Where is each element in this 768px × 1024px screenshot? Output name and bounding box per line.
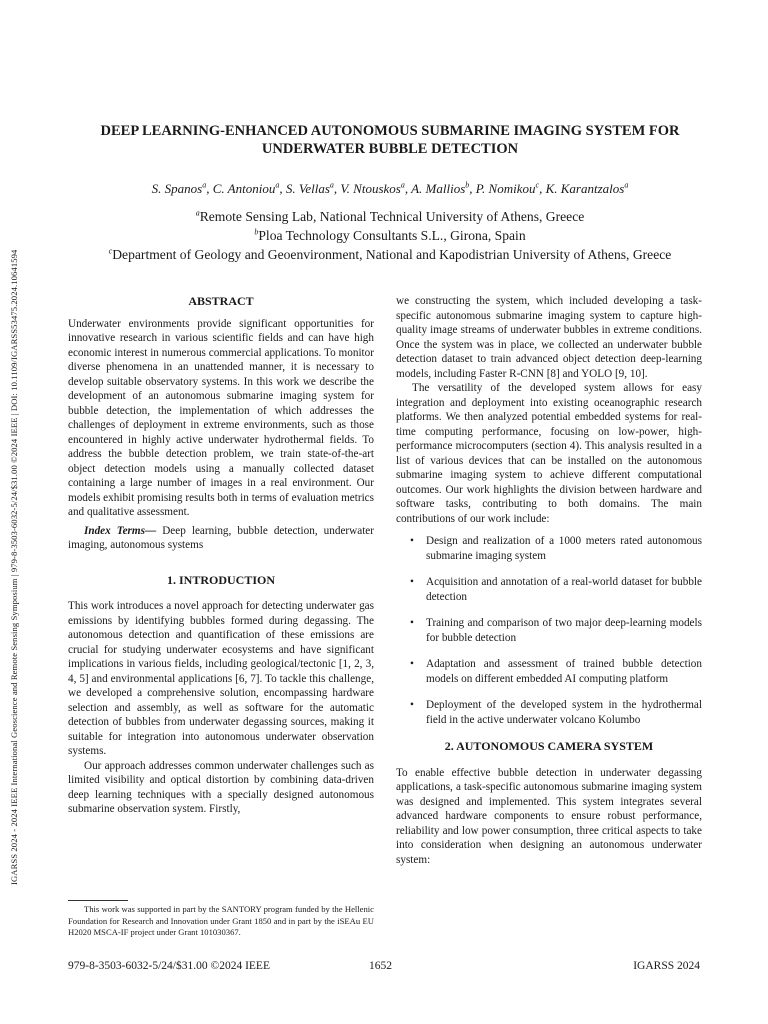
author: V. Ntouskos$^a$ <box>340 180 405 196</box>
author: C. Antoniou$^a$ <box>212 180 280 196</box>
page-number: 1652 <box>369 960 392 972</box>
footer-conference: IGARSS 2024 <box>633 960 700 972</box>
list-item: • Design and realization of a 1000 meters rated autonomous submarine imaging system <box>410 534 702 563</box>
section-2-heading: 2. AUTONOMOUS CAMERA SYSTEM <box>444 739 654 753</box>
index-terms: Index Terms— Deep learning, bubble detection, underwater imaging, autonomous systems <box>68 524 374 551</box>
right-column <box>396 294 702 867</box>
doi-sidebar-text: IGARSS 2024 - 2024 IEEE International Geoscience and Remote Sensing Symposium | 979-8-3503-6032-5/24/$31.00 ©2024 IEEE | DOI: 10.1109/IGARSS53475.2024.10641594 <box>9 249 19 885</box>
right-paragraph-1: we constructing the system, which included developing a task-specific autonomous submarine imaging system to capture high-quality image streams of underwater bubbles in extreme conditions. Once the system was in place, we collected an underwater bubble detection dataset to train advanced object detection deep-learning models, including Faster R-CNN [8] and YOLO [9, 10]. <box>396 295 702 380</box>
footnote: This work was supported in part by the SANTORY program funded by the Hellenic Foundation for Research and Innovation under Grant 1850 and in part by the iSEAu EU H2020 MSCA-IF project under Grant 101030367. <box>68 904 374 937</box>
list-item: • Deployment of the developed system in the hydrothermal field in the active underwater volcano Kolumbo <box>410 698 702 727</box>
author: S. Vellas$^a$ <box>285 180 334 196</box>
left-column <box>68 294 374 817</box>
list-item: • Adaptation and assessment of trained bubble detection models on different embedded AI computing platform <box>410 657 702 686</box>
right-paragraph-3: To enable effective bubble detection in underwater degassing applications, a task-specific autonomous submarine imaging system was designed and implemented. This system integrates several advanced hardware components to ensure robust performance, reliability and low power consumption, three critical aspects to take into consideration when designing an autonomous underwater system: <box>396 766 702 866</box>
affiliation: $^b$Ploa Technology Consultants S.L., Girona, Spain <box>254 227 526 243</box>
author-list: S. Spanos$^a$, C. Antoniou$^a$, S. Vellas$^a$, V. Ntouskos$^a$, A. Mallios$^b$, P. Nomikou$^c$, K. Karantzalos$^a$ <box>151 180 629 196</box>
doi-sidebar <box>2 0 28 1024</box>
list-item: • Acquisition and annotation of a real-world dataset for bubble detection <box>410 575 702 604</box>
abstract-body: Underwater environments provide significant opportunities for innovative research in various scientific fields and can have high economic interest in numerous commercial applications. To monitor diverse phenomena in an unattended manner, it is necessary to develop suitable observatory systems. In this work we describe the development of an autonomous submarine imaging system for bubble detection, the implementation of which addresses the challenges of deployment in extreme environments, such as those encountered in highly active underwater hydrothermal fields. To address the bubble detection problem, we train state-of-the-art object detection models using a manually collected dataset containing a large number of images in a real environment. Our models exhibit promising results both in terms of evaluation metrics and qualitative assessment. <box>68 317 374 518</box>
intro-paragraph-2: Our approach addresses common underwater challenges such as limited visibility and optical distortion by combining data-driven deep learning techniques with a specially designed autonomous submarine observation system. Firstly, <box>68 759 374 815</box>
author: S. Spanos$^a$ <box>151 180 207 196</box>
right-paragraph-2: The versatility of the developed system allows for easy integration and deployment into existing oceanographic research platforms. We then analyzed potential embedded systems for real-time computing performance, focusing on low-power, high-performance microcomputers (section 4). This analysis resulted in a list of various devices that can be installed on the autonomous submarine imaging system to achieve different computational outcomes. Our work highlights the division between hardware and software tasks, contributing to both domains. The main contributions of our work include: <box>396 382 702 525</box>
intro-paragraph-1: This work introduces a novel approach for detecting underwater gas emissions by identifying bubbles formed during degassing. The autonomous detection and quantification of these emissions are crucial for studying underwater ecosystems and have significant implications in various fields, including geological/tectonic [1, 2, 3, 4, 5] and environmental applications [6, 7]. To tackle this challenge, we developed a comprehensive solution, encompassing hardware selection and assembly, as well as software for the automatic detection of bubbles from underwater degassing sources, making it suitable for integration into autonomous underwater observation systems. <box>68 600 374 757</box>
affiliation: $^a$Remote Sensing Lab, National Technical University of Athens, Greece <box>195 208 585 224</box>
list-item: • Training and comparison of two major deep-learning models for bubble detection <box>410 616 702 645</box>
author: P. Nomikou$^c$ <box>475 180 540 196</box>
affiliation: $^c$Department of Geology and Geoenvironment, National and Kapodistrian University of Athens, Greece <box>108 246 672 262</box>
footnote-divider <box>68 900 128 901</box>
author: A. Mallios$^b$ <box>411 180 470 196</box>
intro-heading: 1. INTRODUCTION <box>166 572 275 587</box>
paper-title: DEEP LEARNING-ENHANCED AUTONOMOUS SUBMARINE IMAGING SYSTEM FOR UNDERWATER BUBBLE DETECTION <box>100 123 680 157</box>
abstract-heading: ABSTRACT <box>188 294 254 308</box>
author: K. Karantzalos$^a$ <box>545 180 629 196</box>
contributions-list <box>396 534 702 727</box>
footer-copyright: 979-8-3503-6032-5/24/$31.00 ©2024 IEEE <box>68 960 270 972</box>
